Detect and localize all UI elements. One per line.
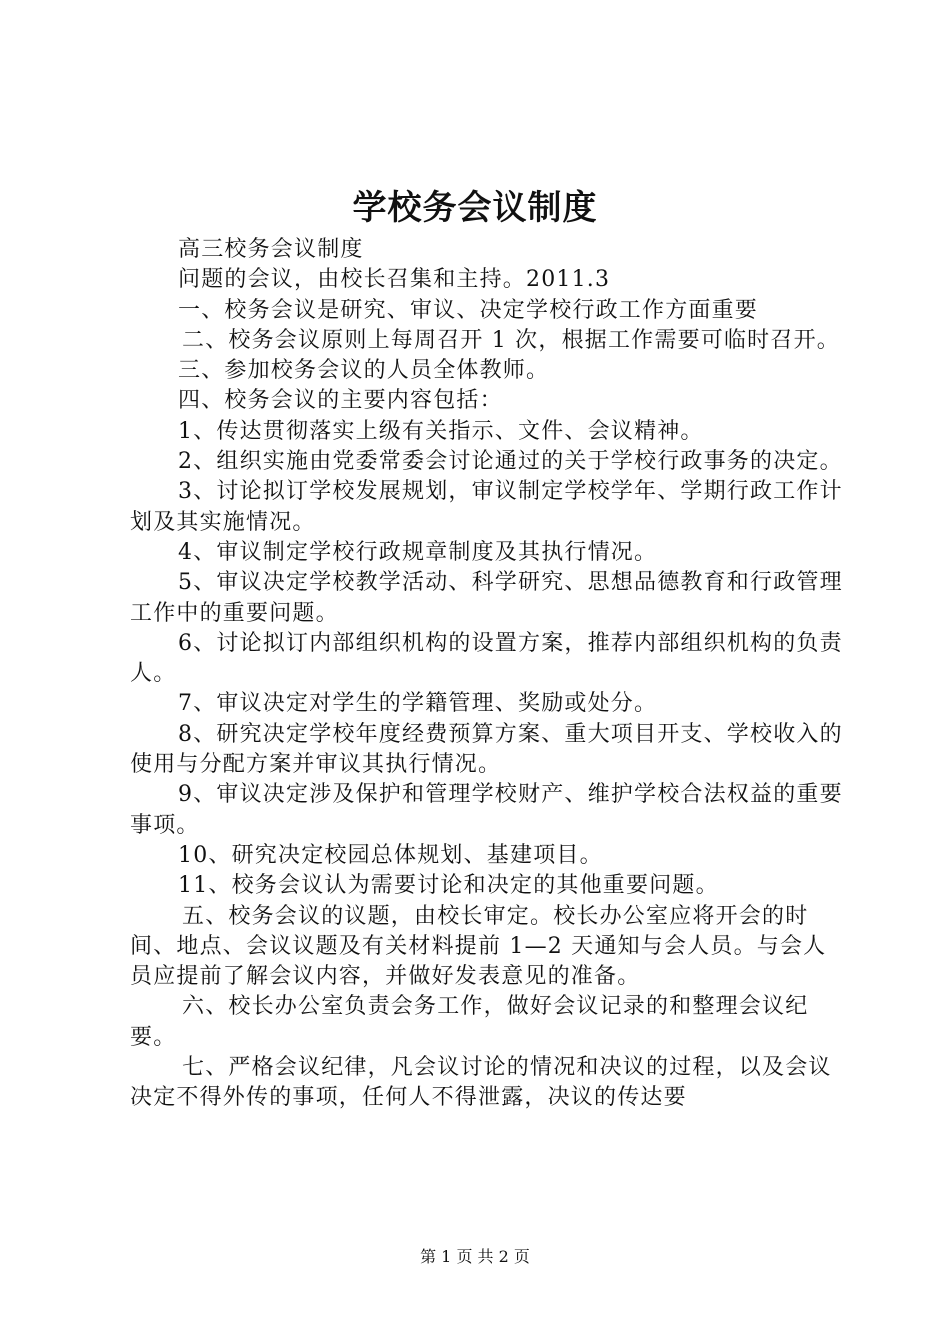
paragraph: 7、审议决定对学生的学籍管理、奖励或处分。: [178, 691, 658, 717]
paragraph: 10、研究决定校园总体规划、基建项目。: [178, 842, 603, 868]
paragraph: 3、讨论拟订学校发展规划，审议制定学校学年、学期行政工作计划及其实施情况。: [130, 479, 843, 535]
paragraph: 四、校务会议的主要内容包括：: [178, 388, 503, 414]
page-title: 学校务会议制度: [352, 188, 598, 228]
document-body: [130, 235, 846, 1114]
paragraph: 七、严格会议纪律，凡会议讨论的情况和决议的过程，以及会议决定不得外传的事项，任何人不得泄露，决议的传达要: [130, 1055, 832, 1111]
paragraph: 1、传达贯彻落实上级有关指示、文件、会议精神。: [178, 418, 704, 444]
paragraph: 9、审议决定涉及保护和管理学校财产、维护学校合法权益的重要事项。: [130, 782, 843, 838]
paragraph: 一、校务会议是研究、审议、决定学校行政工作方面重要: [178, 297, 759, 323]
paragraph: 问题的会议，由校长召集和主持。2011.3: [178, 267, 611, 293]
paragraph: 五、校务会议的议题，由校长审定。校长办公室应将开会的时间、地点、会议议题及有关材料提前 1—2 天通知与会人员。与会人员应提前了解会议内容，并做好发表意见的准备。: [130, 903, 827, 990]
paragraph: 6、讨论拟订内部组织机构的设置方案，推荐内部组织机构的负责人。: [130, 630, 843, 687]
paragraph: 二、校务会议原则上每周召开 1 次，根据工作需要可临时召开。: [182, 327, 840, 353]
paragraph: 5、审议决定学校教学活动、科学研究、思想品德教育和行政管理工作中的重要问题。: [130, 570, 843, 626]
paragraph: 六、校长办公室负责会务工作，做好会议记录的和整理会议纪要。: [130, 994, 809, 1050]
paragraph: 11、校务会议认为需要讨论和决定的其他重要问题。: [178, 873, 719, 899]
paragraph: 高三校务会议制度: [178, 237, 364, 262]
page-footer: 第 1 页 共 2 页: [420, 1247, 530, 1266]
paragraph: 三、参加校务会议的人员全体教师。: [178, 358, 550, 384]
paragraph: 2、组织实施由党委常委会讨论通过的关于学校行政事务的决定。: [178, 449, 843, 475]
paragraph: 8、研究决定学校年度经费预算方案、重大项目开支、学校收入的使用与分配方案并审议其执行情况。: [130, 721, 843, 778]
paragraph: 4、审议制定学校行政规章制度及其执行情况。: [178, 539, 658, 565]
